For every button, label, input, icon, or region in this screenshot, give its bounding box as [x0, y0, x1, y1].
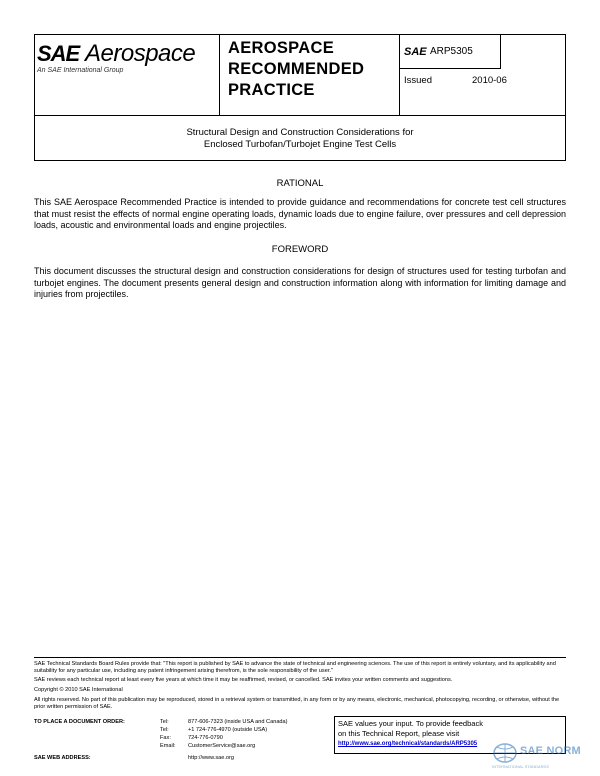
order-label: TO PLACE A DOCUMENT ORDER: — [34, 719, 125, 725]
document-number: ARP5305 — [430, 46, 473, 57]
contact-label: Tel: — [160, 719, 169, 725]
logo-aerospace-text: Aerospace — [85, 40, 196, 67]
section-body-rational: This SAE Aerospace Recommended Practice is intended to provide guidance and recommendations for concrete test cell structures that must resist the effects of normal engine operating loads, dynamic loads due to engine failure, over pressures and cell depression loads, acoustic and environmental loads and engine projectiles. — [34, 197, 566, 230]
title-line: Structural Design and Construction Considerations for — [186, 127, 414, 138]
document-title-box — [34, 116, 566, 161]
section-heading-rational: RATIONAL — [276, 178, 324, 189]
contact-label: Email: — [160, 743, 176, 749]
fax-number: 724-776-0790 — [188, 735, 223, 741]
footer-review-note: SAE reviews each technical report at least every five years at which time it may be reaffirmed, revised, or cancelled. SAE invites your written comments and suggestions. — [34, 677, 453, 683]
issued-date: 2010-06 — [472, 75, 507, 86]
logo-subtitle: An SAE International Group — [37, 67, 124, 74]
title-line: Enclosed Turbofan/Turbojet Engine Test Cells — [203, 139, 397, 150]
feedback-text: SAE values your input. To provide feedback — [338, 719, 483, 728]
section-body-foreword: This document discusses the structural design and construction considerations for design of structures used for testing turbofan and turbojet engines. The document presents general design and construction information along with information for limiting damage and injuries from projectiles. — [34, 266, 566, 299]
watermark-subtext: INTERNATIONAL STANDARDS — [492, 764, 550, 769]
document-type — [228, 38, 364, 101]
email-link[interactable]: CustomerService@sae.org — [188, 743, 256, 749]
web-address-label: SAE WEB ADDRESS: — [34, 755, 91, 761]
sae-norm-watermark — [490, 740, 590, 776]
document-title — [35, 127, 565, 151]
feedback-text: on this Technical Report, please visit — [338, 729, 460, 738]
document-type-line: RECOMMENDED — [228, 60, 365, 78]
contact-label: Fax: — [160, 735, 171, 741]
document-type-line: AEROSPACE — [228, 39, 334, 57]
phone-intl-link[interactable]: +1 724-776-4970 (outside USA) — [188, 727, 268, 733]
web-address-link[interactable]: http://www.sae.org — [188, 755, 235, 761]
sae-aerospace-logo — [35, 35, 215, 115]
document-number-box — [400, 35, 501, 69]
document-type-cell — [219, 35, 400, 115]
contact-label: Tel: — [160, 727, 169, 733]
document-type-line: PRACTICE — [228, 81, 315, 99]
issued-label: Issued — [404, 75, 432, 86]
feedback-link[interactable]: http://www.sae.org/technical/standards/ARP5305 — [338, 741, 478, 747]
globe-icon — [492, 742, 518, 764]
footer-board-rules: SAE Technical Standards Board Rules provide that: "This report is published by SAE to advance the state of technical and engineering sciences. The use of this report is entirely voluntary, and its applicability and suitability for any particular use, including any patent infringement arising therefrom, is the sole responsibility of the user." — [34, 661, 556, 674]
document-header — [34, 34, 566, 116]
footer-copyright: Copyright © 2010 SAE International — [34, 687, 123, 693]
section-heading-foreword: FOREWORD — [271, 244, 329, 255]
sae-mark: SAE — [404, 46, 427, 58]
watermark-text: SAE NORM — [520, 745, 581, 757]
footer-rights: All rights reserved. No part of this publication may be reproduced, stored in a retrieval system or transmitted, in any form or by any means, electronic, mechanical, photocopying, recording, or otherwise, without the prior written permission of SAE. — [34, 697, 560, 710]
logo-sae-text: SAE — [37, 41, 80, 66]
document-id-cell — [399, 35, 566, 115]
phone-us-link[interactable]: 877-606-7323 (inside USA and Canada) — [188, 719, 288, 725]
footer-divider — [34, 657, 566, 658]
